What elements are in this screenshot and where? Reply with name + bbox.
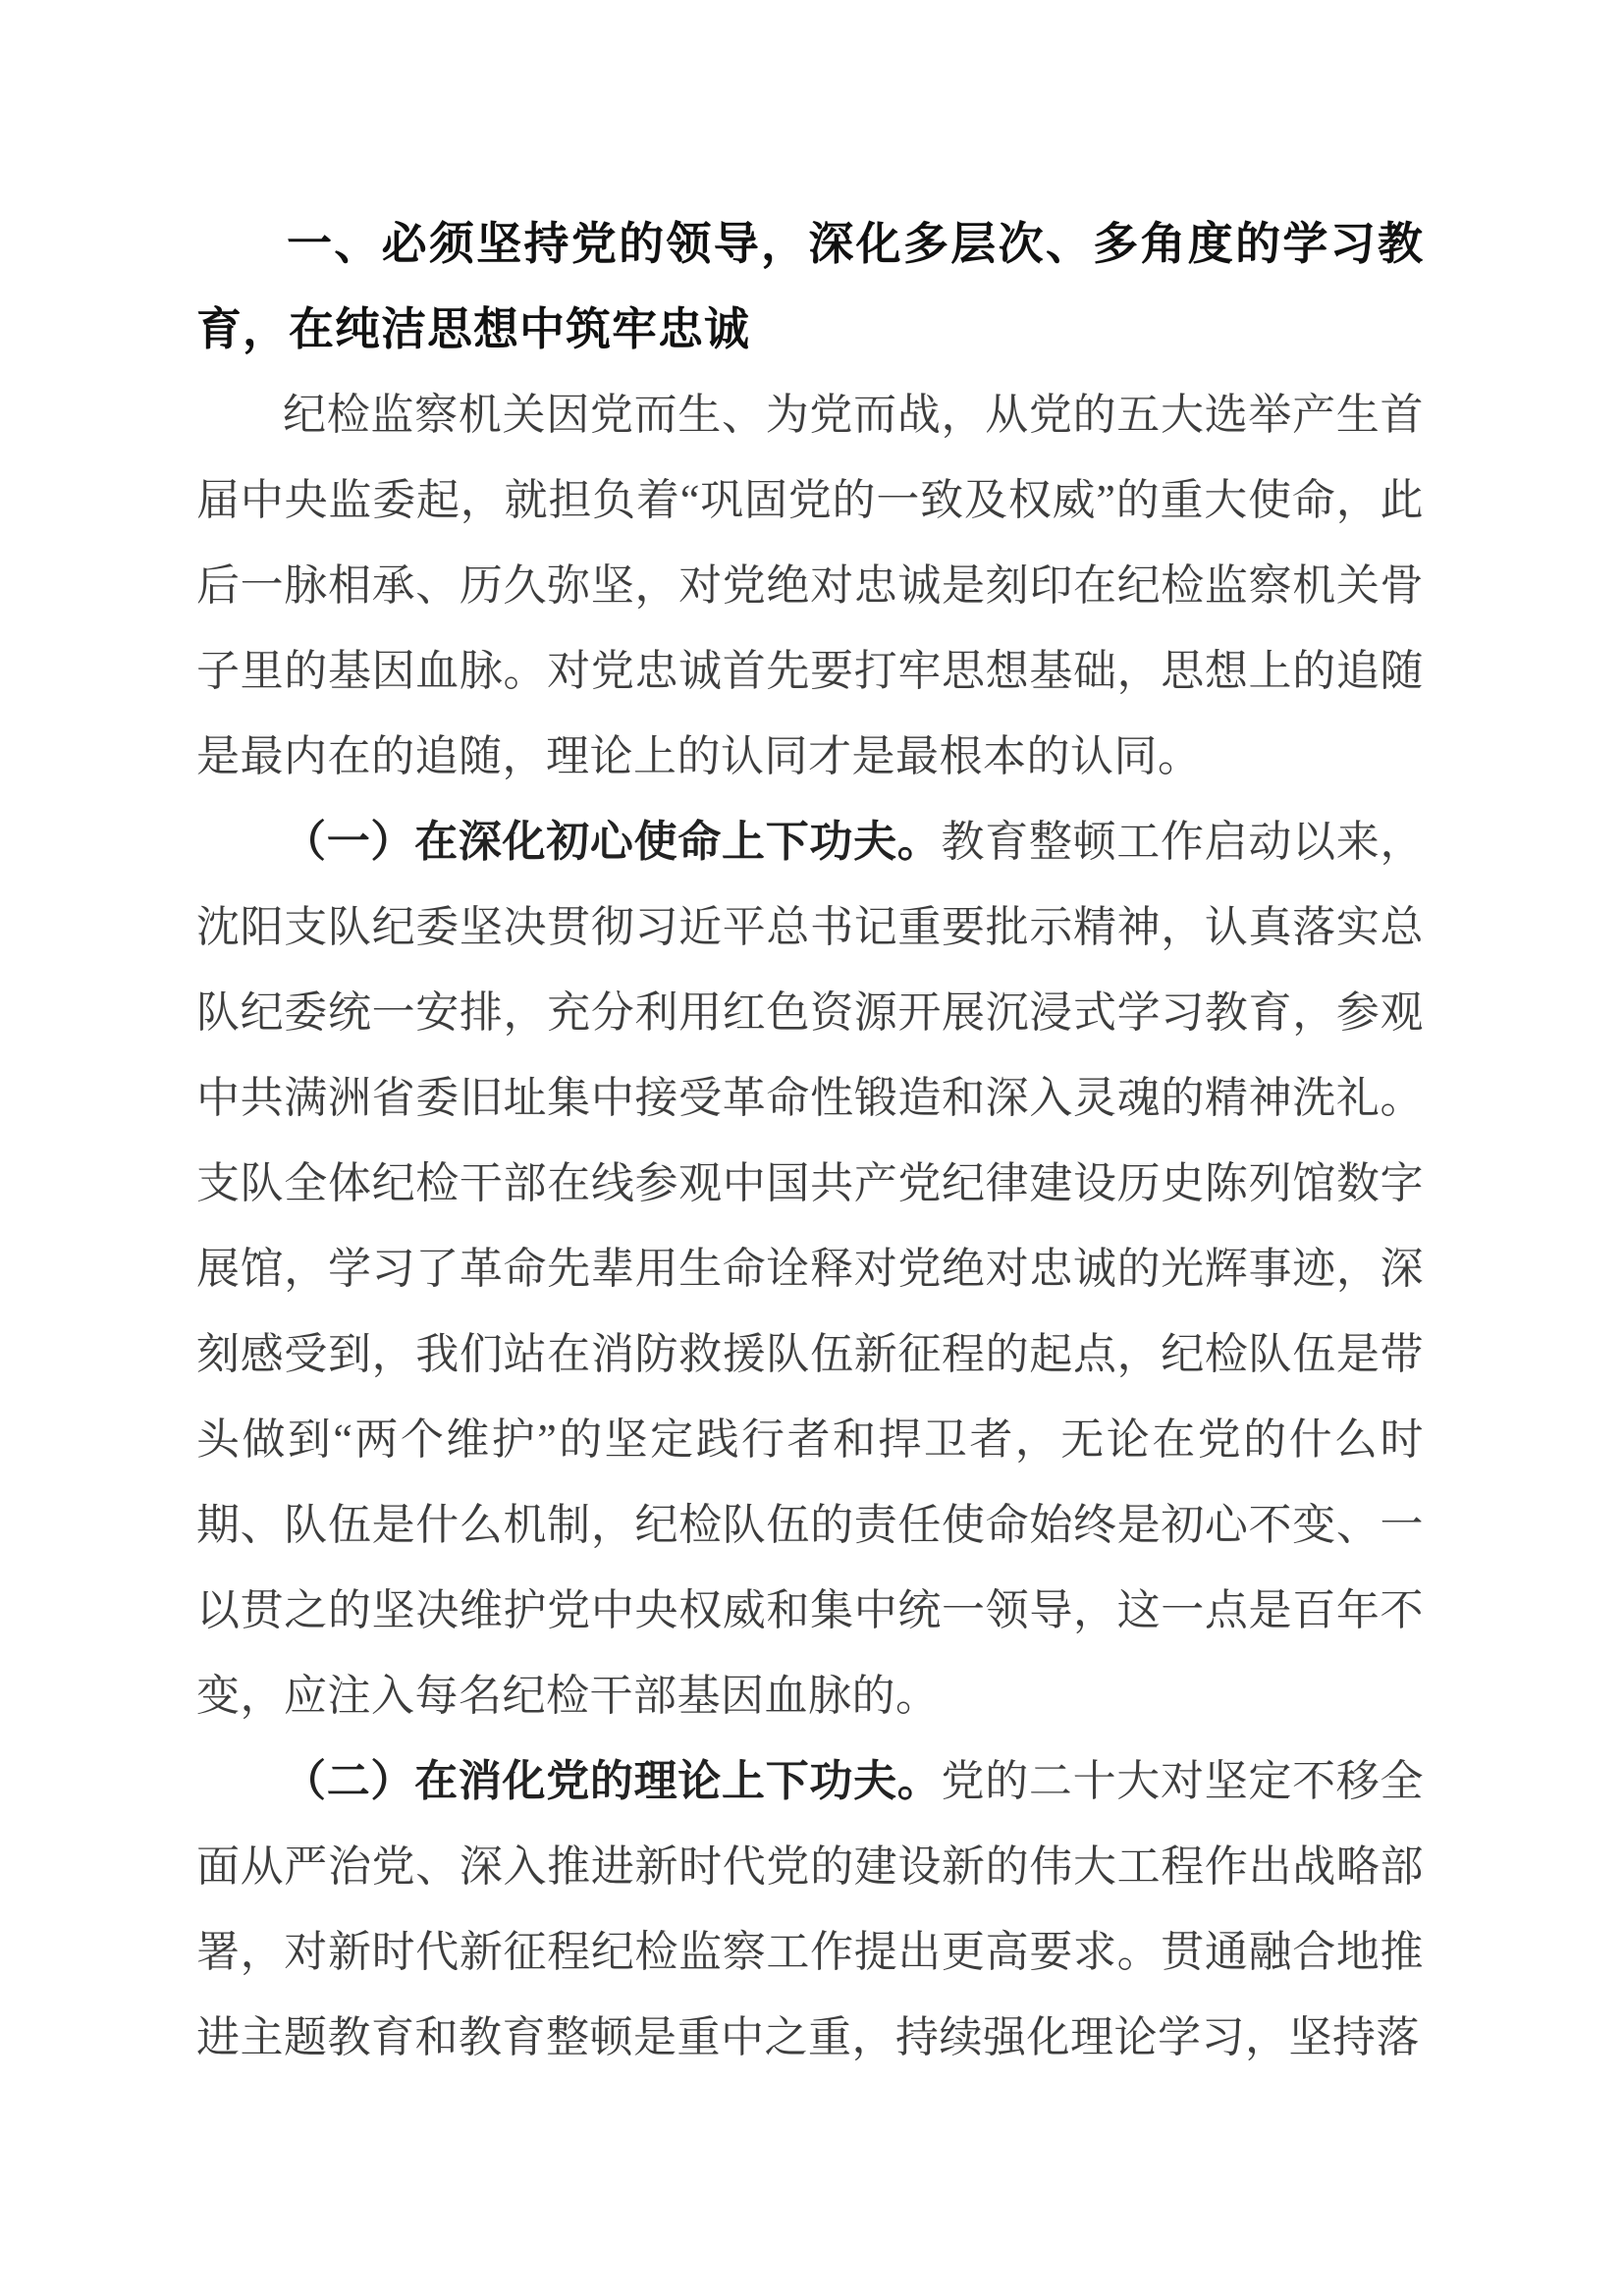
paragraph: [196, 372, 1424, 799]
document-content: [196, 201, 1424, 2080]
paragraph: [196, 1738, 1424, 2080]
paragraph-text: 教育整顿工作启动以来，沈阳支队纪委坚决贯彻习近平总书记重要批示精神，认真落实总队纪委统一安排，充分利用红色资源开展沉浸式学习教育，参观中共满洲省委旧址集中接受革命性锻造和深入灵魂的精神洗礼。支队全体纪检干部在线参观中国共产党纪律建设历史陈列馆数字展馆，学习了革命先辈用生命诠释对党绝对忠诚的光辉事迹，深刻感受到，我们站在消防救援队伍新征程的起点，纪检队伍是带头做到“两个维护”的坚定践行者和捍卫者，无论在党的什么时期、队伍是什么机制，纪检队伍的责任使命始终是初心不变、一以贯之的坚决维护党中央权威和集中统一领导，这一点是百年不变，应注入每名纪检干部基因血脉的。: [196, 818, 1424, 1720]
section-heading: 一、必须坚持党的领导，深化多层次、多角度的学习教育，在纯洁思想中筑牢忠诚: [196, 218, 1424, 354]
paragraph-lead: （二）在消化党的理论上下功夫。: [283, 1757, 942, 1805]
paragraph-text: 党的二十大对坚定不移全面从严治党、深入推进新时代党的建设新的伟大工程作出战略部署，对新时代新征程纪检监察工作提出更高要求。贯通融合地推进主题教育和教育整顿是重中之重，持续强化理论学习，坚持落: [196, 1757, 1424, 2061]
paragraph: [196, 799, 1424, 1738]
paragraph-lead: （一）在深化初心使命上下功夫。: [283, 818, 942, 866]
paragraph-text: 纪检监察机关因党而生、为党而战，从党的五大选举产生首届中央监委起，就担负着“巩固党的一致及权威”的重大使命，此后一脉相承、历久弥坚，对党绝对忠诚是刻印在纪检监察机关骨子里的基因血脉。对党忠诚首先要打牢思想基础，思想上的追随是最内在的追随，理论上的认同才是最根本的认同。: [196, 391, 1424, 780]
